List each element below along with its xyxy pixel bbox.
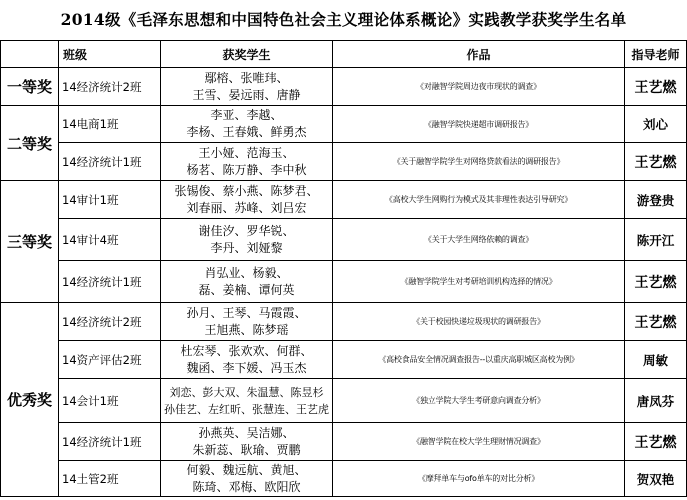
table-row xyxy=(1,379,687,423)
award-excellent: 优秀奖 xyxy=(1,303,59,497)
work-cell: 《融智学院学生对考研培训机构选择的情况》 xyxy=(333,261,625,303)
award-second: 二等奖 xyxy=(1,106,59,181)
students-cell: 张锡俊、蔡小燕、陈梦君、 刘春丽、苏峰、刘吕宏 xyxy=(161,181,333,219)
teacher-cell: 王艺燃 xyxy=(625,423,687,461)
students-cell: 杜宏琴、张欢欢、何群、 魏函、李下媛、冯玉杰 xyxy=(161,341,333,379)
page-title: 2014级《毛泽东思想和中国特色社会主义理论体系概论》实践教学获奖学生名单 xyxy=(60,10,627,29)
students-cell: 孙燕英、吴洁娜、 朱新蕊、耿瑜、贾鹏 xyxy=(161,423,333,461)
class-cell: 14经济统计1班 xyxy=(59,143,161,181)
table-row xyxy=(1,303,687,341)
header-award xyxy=(1,41,59,68)
teacher-cell: 王艺燃 xyxy=(625,261,687,303)
work-cell: 《关于融智学院学生对网络贷款看法的调研报告》 xyxy=(333,143,625,181)
teacher-cell: 王艺燃 xyxy=(625,303,687,341)
work-cell: 《摩拜单车与ofo单车的对比分析》 xyxy=(333,461,625,497)
award-table xyxy=(0,40,687,497)
work-cell: 《独立学院大学生考研意向调查分析》 xyxy=(333,379,625,423)
students-cell: 肖弘业、杨毅、 磊、姜楠、谭何英 xyxy=(161,261,333,303)
students-cell: 谢佳汐、罗华锐、 李丹、刘娅黎 xyxy=(161,219,333,261)
teacher-cell: 唐凤芬 xyxy=(625,379,687,423)
table-header-row xyxy=(1,41,687,68)
teacher-cell: 周敏 xyxy=(625,341,687,379)
table-row xyxy=(1,219,687,261)
students-cell: 李亚、李越、 李杨、王春娥、鲜勇杰 xyxy=(161,106,333,143)
header-students: 获奖学生 xyxy=(161,41,333,68)
students-cell: 王小娅、范海玉、 杨茗、陈万静、李中秋 xyxy=(161,143,333,181)
award-first: 一等奖 xyxy=(1,68,59,106)
table-row xyxy=(1,423,687,461)
teacher-cell: 游登贵 xyxy=(625,181,687,219)
teacher-cell: 刘心 xyxy=(625,106,687,143)
class-cell: 14经济统计2班 xyxy=(59,68,161,106)
class-cell: 14会计1班 xyxy=(59,379,161,423)
teacher-cell: 王艺燃 xyxy=(625,68,687,106)
table-row xyxy=(1,143,687,181)
teacher-cell: 陈开江 xyxy=(625,219,687,261)
table-row xyxy=(1,106,687,143)
class-cell: 14审计4班 xyxy=(59,219,161,261)
class-cell: 14经济统计1班 xyxy=(59,261,161,303)
work-cell: 《高校食品安全情况调查报告--以重庆高职城区高校为例》 xyxy=(333,341,625,379)
table-row xyxy=(1,461,687,497)
teacher-cell: 王艺燃 xyxy=(625,143,687,181)
work-cell: 《关于大学生网络依赖的调查》 xyxy=(333,219,625,261)
header-class: 班级 xyxy=(59,41,161,68)
students-cell: 刘恋、彭大双、朱温慧、陈昱杉 孙佳艺、左红昕、张慧连、王艺虎 xyxy=(161,379,333,423)
students-cell: 孙月、王琴、马霞霞、 王旭燕、陈梦瑶 xyxy=(161,303,333,341)
class-cell: 14经济统计2班 xyxy=(59,303,161,341)
class-cell: 14经济统计1班 xyxy=(59,423,161,461)
work-cell: 《对融智学院周边夜市现状的调查》 xyxy=(333,68,625,106)
table-row xyxy=(1,68,687,106)
students-cell: 何毅、魏远航、黄旭、 陈琦、邓梅、欧阳欣 xyxy=(161,461,333,497)
table-row xyxy=(1,341,687,379)
teacher-cell: 贺双艳 xyxy=(625,461,687,497)
award-third: 三等奖 xyxy=(1,181,59,303)
work-cell: 《高校大学生网购行为模式及其非理性表达引导研究》 xyxy=(333,181,625,219)
class-cell: 14电商1班 xyxy=(59,106,161,143)
table-row xyxy=(1,261,687,303)
header-teacher: 指导老师 xyxy=(625,41,687,68)
work-cell: 《关于校园快递垃圾现状的调研报告》 xyxy=(333,303,625,341)
class-cell: 14审计1班 xyxy=(59,181,161,219)
work-cell: 《融智学院在校大学生理财情况调查》 xyxy=(333,423,625,461)
work-cell: 《融智学院快递超市调研报告》 xyxy=(333,106,625,143)
students-cell: 鄢榕、张唯玮、 王雪、晏远雨、唐静 xyxy=(161,68,333,106)
class-cell: 14土管2班 xyxy=(59,461,161,497)
header-work: 作品 xyxy=(333,41,625,68)
class-cell: 14资产评估2班 xyxy=(59,341,161,379)
table-row xyxy=(1,181,687,219)
